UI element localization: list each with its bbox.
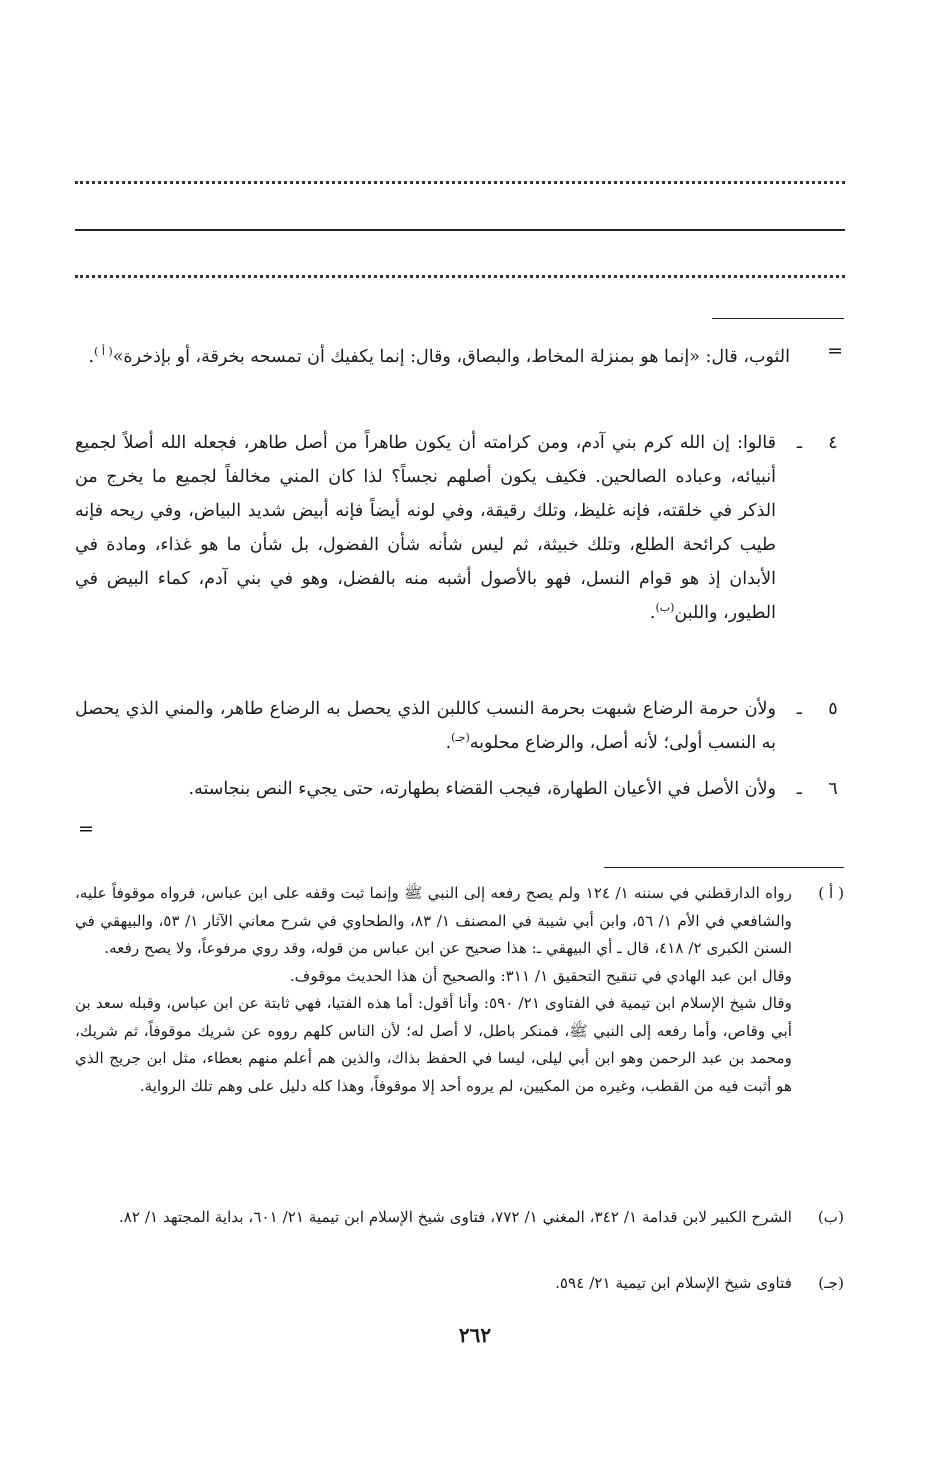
item-5-tail: . (445, 733, 452, 753)
item-dash: ـ (796, 699, 802, 719)
footnote-text: رواه الدارقطني في سننه ١/ ١٢٤ ولم يصح رفعه إلى النبي ﷺ وإنما ثبت وقفه على ابن عباس، فرواه موقوفاً عليه، والشافعي في الأم ١/ ٥٦، وابن أبي شيبة في المصنف ١/ ٨٣، والطحاوي في شرح معاني الآثار ١/ ٥٣، والبيهقي في السنن الكبرى ٢/ ٤١٨، قال ـ أي البيهقي ـ: هذا صحيح عن ابن عباس من قوله، وقد روي مرفوعاً، ولا يصح رفعه. (75, 884, 793, 957)
item-dash: ـ (796, 779, 802, 799)
dotted-separator-top (75, 181, 845, 184)
footnote-label: (ب) (817, 1208, 844, 1226)
footnote-ref-a[interactable]: ( أ ) (94, 345, 113, 359)
section-rule (712, 318, 844, 319)
page-number: ٢٦٢ (458, 1323, 492, 1347)
intro-paragraph (75, 340, 790, 374)
item-text (75, 772, 776, 806)
intro-tail: . (88, 347, 95, 367)
footnote-label: ( أ ) (818, 884, 844, 902)
item-6-body: ولأن الأصل في الأعيان الطهارة، فيجب القضاء بطهارته، حتى يجيء النص بنجاسته. (188, 779, 776, 799)
item-dash: ـ (796, 433, 802, 453)
footnote-rule (604, 867, 844, 868)
list-item-5 (75, 692, 844, 760)
footnote-ref-c[interactable]: (جـ) (451, 731, 470, 745)
footnote-c (75, 1270, 844, 1298)
item-text (75, 692, 776, 760)
item-text (75, 426, 776, 630)
footnote-ref-b[interactable]: (ب) (655, 601, 675, 615)
horizontal-rule (75, 229, 845, 231)
dotted-separator-bottom (75, 275, 845, 278)
item-5-body: ولأن حرمة الرضاع شبهت بحرمة النسب كاللبن الذي يحصل به الرضاع طاهر، والمني الذي يحصل به النسب أولى؛ لأنه أصل، والرضاع محلوبه (75, 699, 776, 753)
item-4-body: قالوا: إن الله كرم بني آدم، ومن كرامته أن يكون طاهراً من أصل طاهر، فجعله الله أصلاً لجميع أنبيائه، وعباده الصالحين. فكيف يكون أصلهم نجساً؟ لذا كان المني مخالفاً لجميع ما يخرج من الذكر في خلقته، فإنه غليظ، وتلك رقيقة، وفي لونه أيضاً فإنه أبيض شديد البياض، وفي ريحه فإنه طيب كرائحة الطلع، وتلك خبيثة، ثم ليس شأنه شأن الفضول، بل شأن ما هو غذاء، ومادة في الأبدان إذ هو قوام النسل، فهو بالأصول أشبه منه بالفضل، وهو في بني آدم، كماء البيض في الطيور، واللبن (75, 433, 776, 623)
list-item-6 (75, 772, 844, 806)
item-number: ٥ (828, 699, 838, 719)
item-number: ٤ (828, 433, 838, 453)
item-4-tail: . (649, 603, 656, 623)
item-number: ٦ (828, 779, 838, 799)
footnote-paragraph: وقال شيخ الإسلام ابن تيمية في الفتاوى ٢١/ ٥٩٠: وأنا أقول: أما هذه الفتيا، فهي ثابتة عن ابن عباس، وقبله سعد بن أبي وقاص، وأما رفعه إلى النبي ﷺ، فمنكر باطل، لا أصل له؛ لأن الناس كلهم رووه عن شريك موقوفاً، ثم شريك، ومحمد بن عبد الرحمن وهو ابن أبي ليلى، ليسا في الحفظ بذاك، والذين هم أعلم منهم بعطاء، مثل ابن جريج الذي هو أثبت فيه من القطب، وغيره من المكيين، لم يروه أحد إلا موقوفاً، وهذا كله دليل على وهم تلك الرواية. (75, 994, 792, 1095)
end-mark: = (78, 818, 94, 840)
footnote-text: فتاوى شيخ الإسلام ابن تيمية ٢١/ ٥٩٤. (555, 1274, 792, 1292)
intro-text: الثوب، قال: «إنما هو بمنزلة المخاط، والبصاق، وقال: إنما يكفيك أن تمسحه بخرقة، أو بإذخرة» (112, 347, 790, 367)
footnote-a (75, 880, 844, 1100)
footnote-paragraph: وقال ابن عبد الهادي في تنقيح التحقيق ١/ ٣١١: والصحيح أن هذا الحديث موقوف. (289, 966, 792, 985)
footnote-b (75, 1204, 844, 1232)
list-item-4 (75, 426, 844, 630)
footnote-label: (جـ) (818, 1274, 844, 1292)
footnote-text: الشرح الكبير لابن قدامة ١/ ٣٤٢، المغني ١/ ٧٧٢، فتاوى شيخ الإسلام ابن تيمية ٢١/ ٦٠١، بداية المجتهد ١/ ٨٢. (118, 1208, 792, 1226)
continuation-mark: = (827, 340, 843, 362)
